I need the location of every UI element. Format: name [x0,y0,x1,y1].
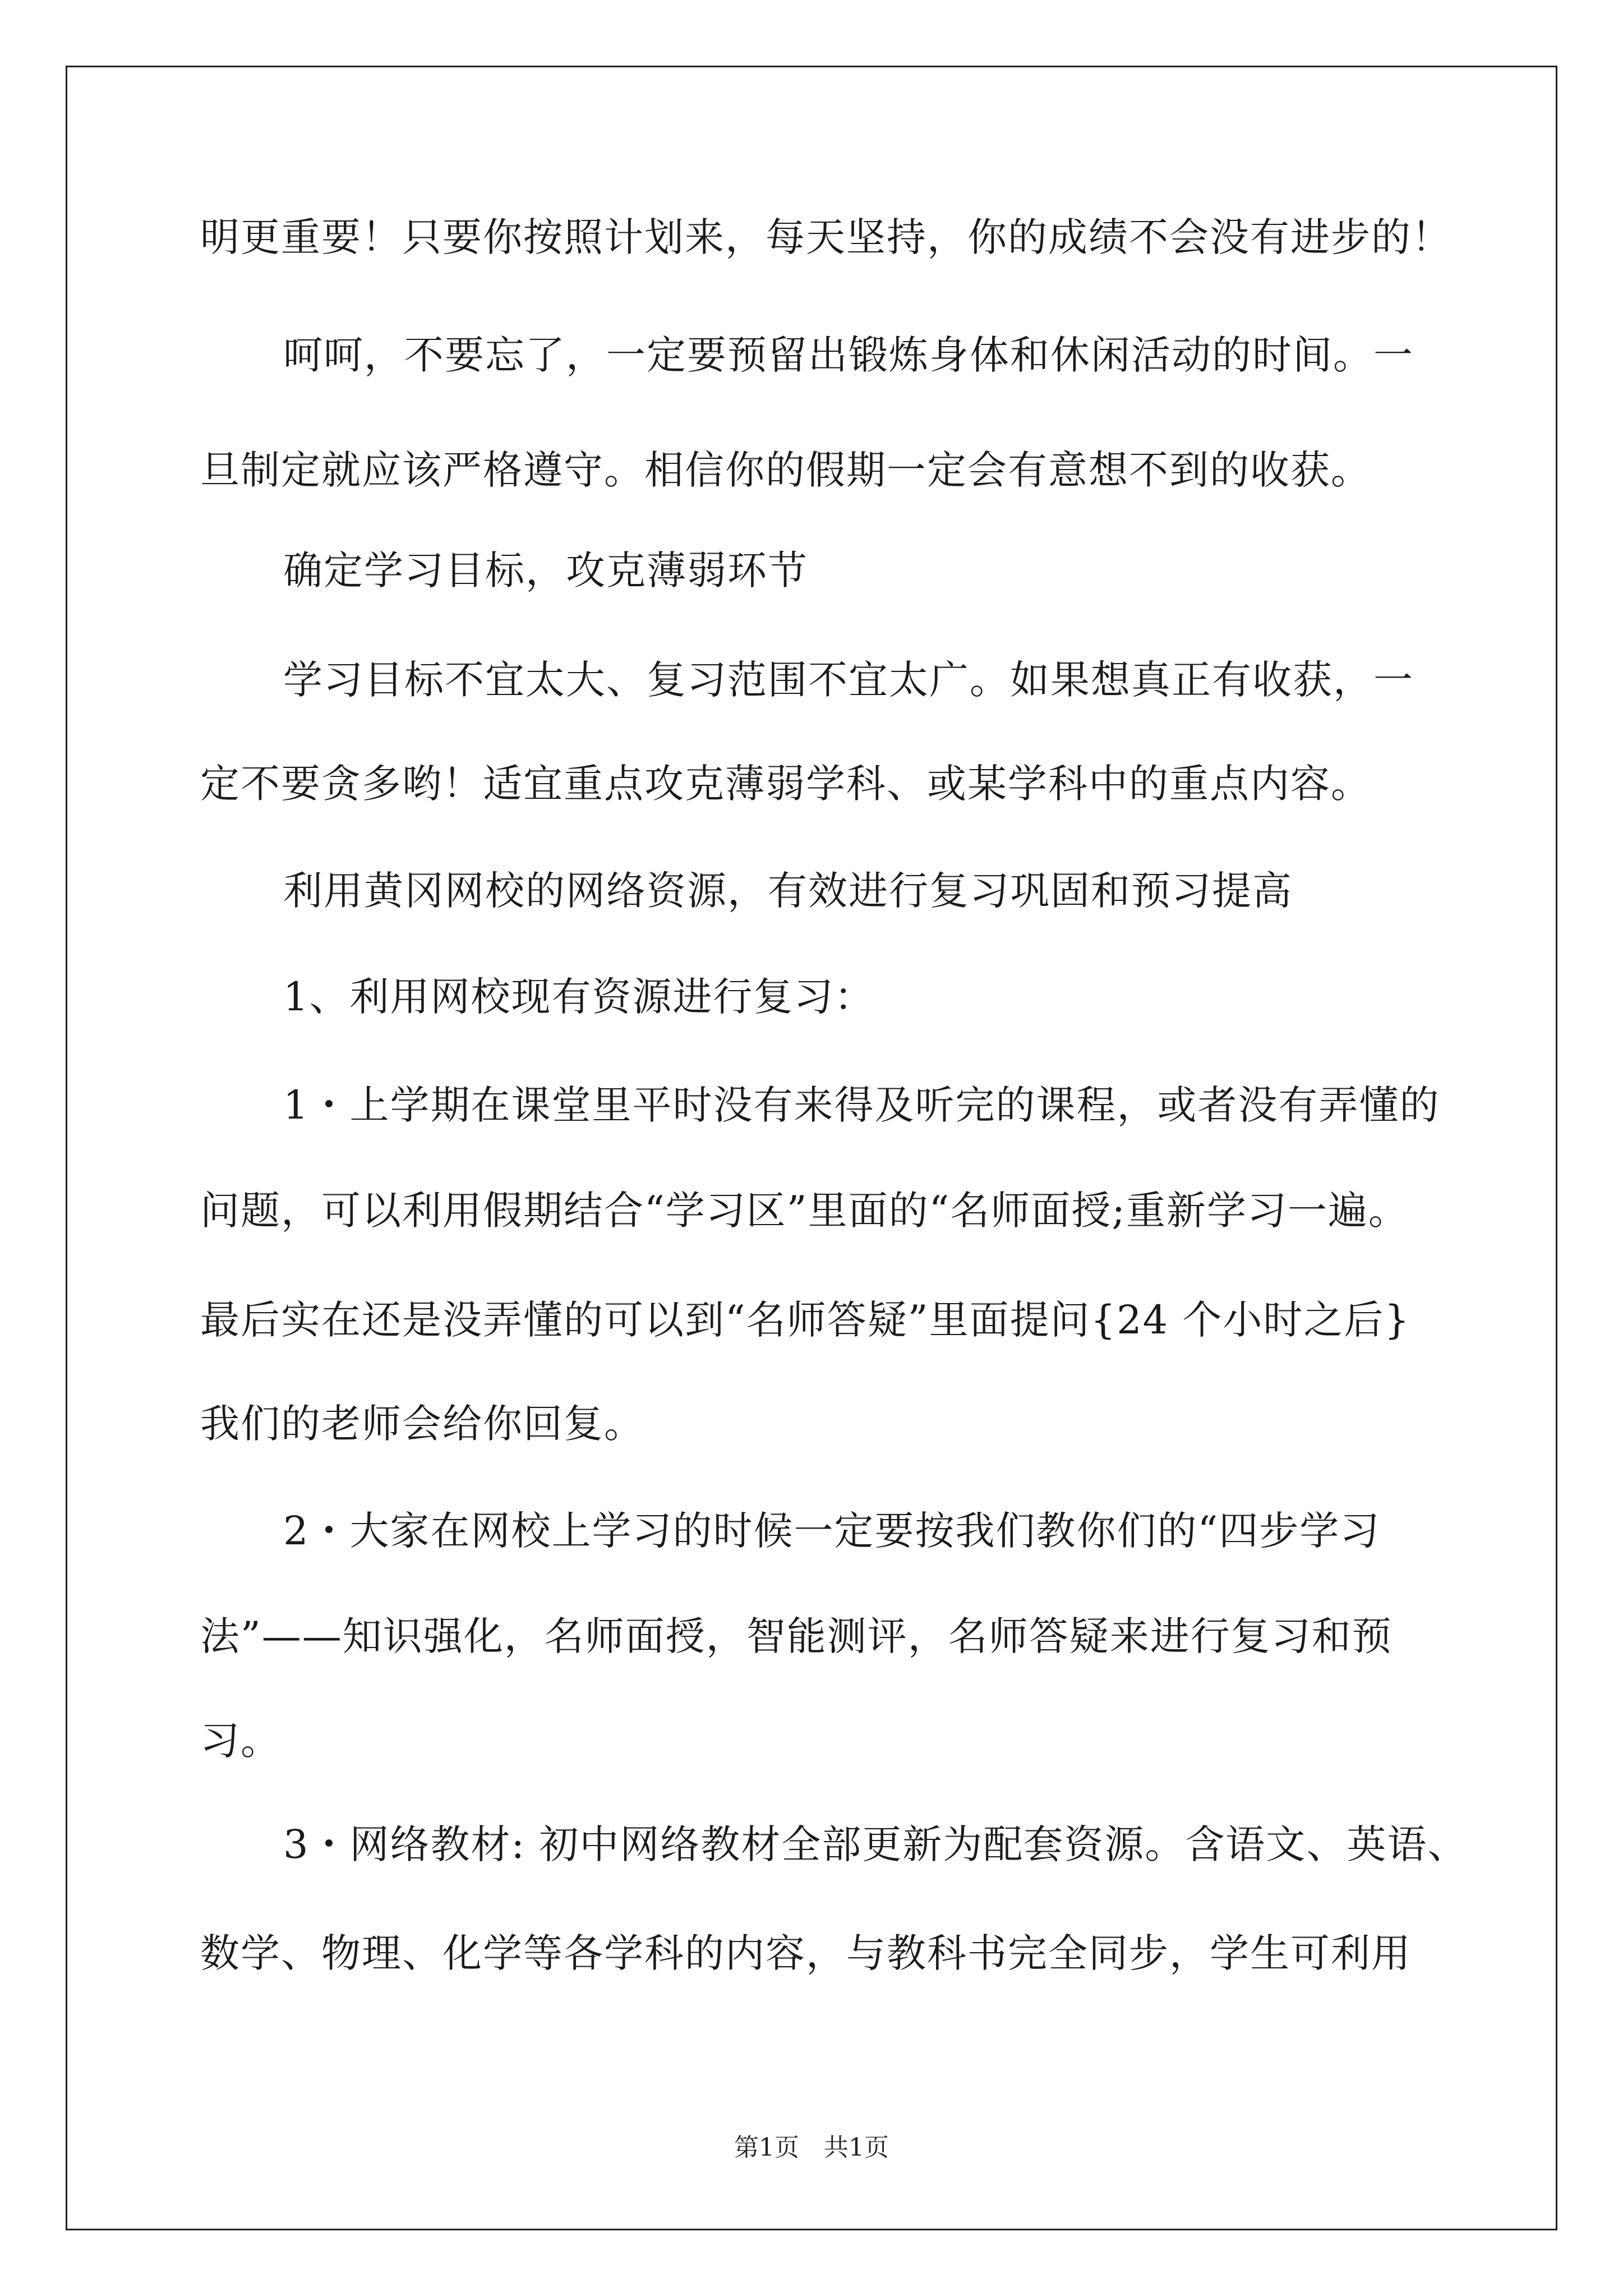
text-line: 3・网络教材: 初中网络教材全部更新为配套资源。含语文、英语、 [283,1821,1468,1867]
section-heading: 确定学习目标，攻克薄弱环节 [283,547,808,593]
text-line: 习。 [200,1718,281,1764]
text-line: 定不要贪多哟！适宜重点攻克薄弱学科、或某学科中的重点内容。 [200,761,1371,807]
text-line: 最后实在还是没弄懂的可以到“名师答疑”里面提问{24 个小时之后} [200,1297,1410,1343]
text-line: 我们的老师会给你回复。 [200,1401,644,1447]
page-border [66,66,1557,2230]
text-line: 明更重要！只要你按照计划来，每天坚持，你的成绩不会没有进步的！ [200,214,1452,260]
section-heading: 利用黄冈网校的网络资源，有效进行复习巩固和预习提高 [283,868,1293,914]
text-line: 2・大家在网校上学习的时候一定要按我们教你们的“四步学习 [283,1508,1381,1554]
page-footer: 第1页 共1页 [734,2133,889,2162]
text-line: 旦制定就应该严格遵守。相信你的假期一定会有意想不到的收获。 [200,447,1371,493]
text-line: 数学、物理、化学等各学科的内容，与教科书完全同步，学生可利用 [200,1930,1412,1976]
text-line: 1・上学期在课堂里平时没有来得及听完的课程，或者没有弄懂的 [283,1082,1440,1128]
text-line: 问题，可以利用假期结合“学习区”里面的“名师面授;重新学习一遍。 [200,1188,1409,1234]
text-line: 呵呵，不要忘了，一定要预留出锻炼身体和休闲活动的时间。一 [283,332,1414,378]
list-heading: 1、利用网校现有资源进行复习： [283,974,875,1020]
text-line: 法”——知识强化，名师面授，智能测评，名师答疑来进行复习和预 [200,1613,1393,1659]
text-line: 学习目标不宜太大、复习范围不宜太广。如果想真正有收获，一 [283,657,1414,703]
